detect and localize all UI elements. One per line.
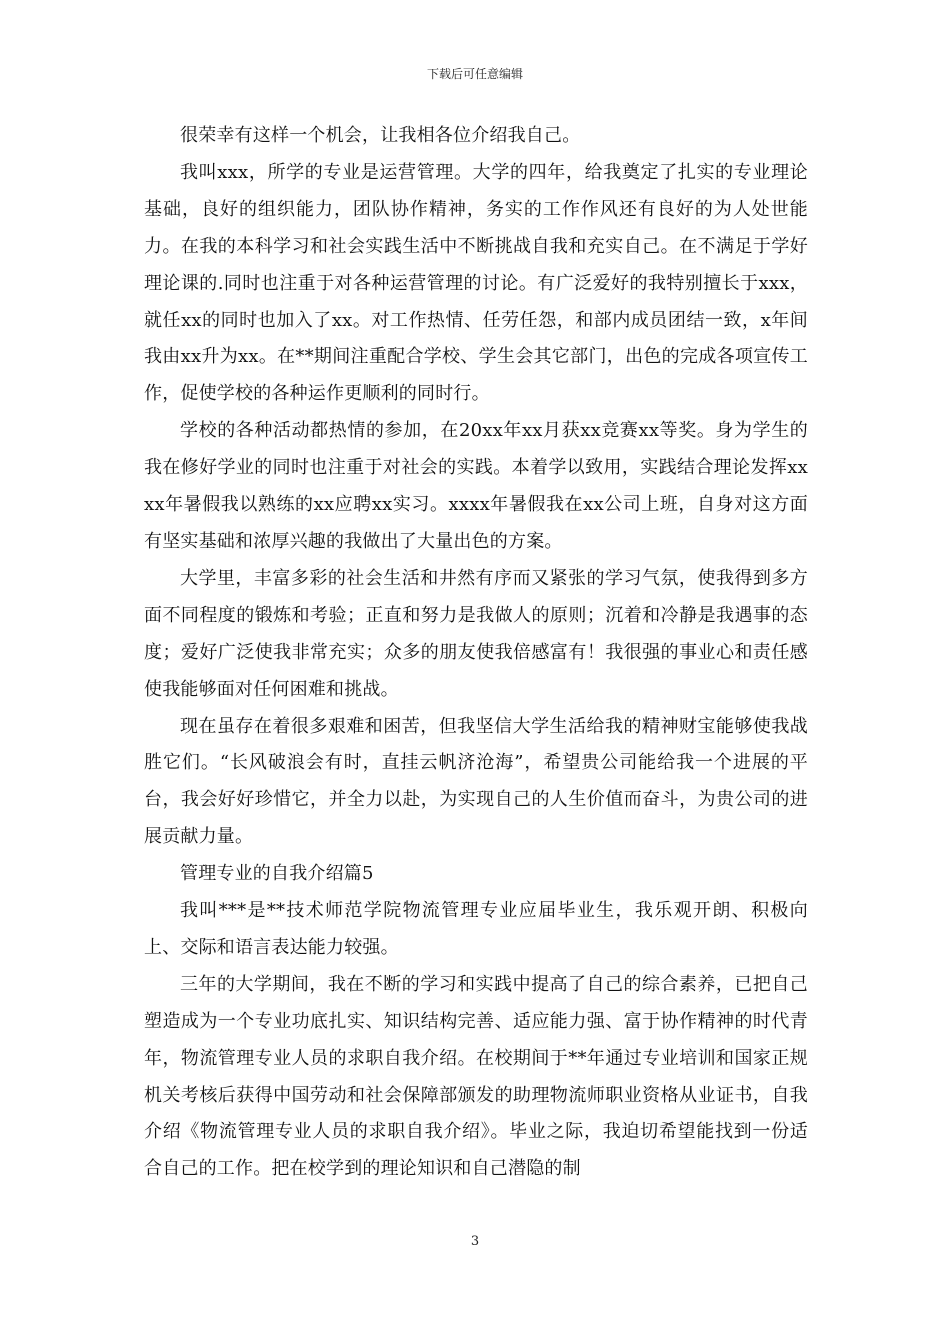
paragraph-education: 我叫xxx，所学的专业是运营管理。大学的四年，给我奠定了扎实的专业理论基础，良好的组织能力，团队协作精神，务实的工作作风还有良好的为人处世能力。在我的本科学习和社会实践生活中不断挑战自我和充实自己。在不满足于学好理论课的.同时也注重于对各种运营管理的讨论。有广泛爱好的我特别擅长于xxx，就任xx的同时也加入了xx。对工作热情、任劳任怨，和部内成员团结一致，x年间我由xx升为xx。在**期间注重配合学校、学生会其它部门，出色的完成各项宣传工作，促使学校的各种运作更顺利的同时行。 xyxy=(144,161,808,405)
paragraph-intro: 很荣幸有这样一个机会，让我相各位介绍我自己。 xyxy=(180,125,581,146)
paragraph-university-life: 大学里，丰富多彩的社会生活和井然有序而又紧张的学习气氛，使我得到多方面不同程度的锻炼和考验；正直和努力是我做人的原则；沉着和冷静是我遇事的态度；爱好广泛使我非常充实；众多的朋友使我倍感富有！我很强的事业心和责任感使我能够面对任何困难和挑战。 xyxy=(144,567,808,700)
paragraph-activities: 学校的各种活动都热情的参加，在20xx年xx月获xx竞赛xx等奖。身为学生的我在修好学业的同时也注重于对社会的实践。本着学以致用，实践结合理论发挥xxxx年暑假我以熟练的xx应聘xx实习。xxxx年暑假我在xx公司上班，自身对这方面有坚实基础和浓厚兴趣的我做出了大量出色的方案。 xyxy=(144,420,808,552)
section-heading: 管理专业的自我介绍篇5 xyxy=(180,863,374,885)
document-body xyxy=(144,118,808,1188)
paragraph-self-intro: 我叫***是**技术师范学院物流管理专业应届毕业生，我乐观开朗、积极向上、交际和语言表达能力较强。 xyxy=(144,900,808,958)
paragraph-aspiration: 现在虽存在着很多艰难和困苦，但我坚信大学生活给我的精神财宝能够使我战胜它们。“长风破浪会有时，直挂云帆济沧海”，希望贵公司能给我一个进展的平台，我会好好珍惜它，并全力以赴，为实现自己的人生价值而奋斗，为贵公司的进展贡献力量。 xyxy=(144,715,808,848)
page-header: 下载后可任意编辑 xyxy=(426,67,523,81)
paragraph-college-years: 三年的大学期间，我在不断的学习和实践中提高了自己的综合素养，已把自己塑造成为一个专业功底扎实、知识结构完善、适应能力强、富于协作精神的时代青年，物流管理专业人员的求职自我介绍。在校期间于**年通过专业培训和国家正规机关考核后获得中国劳动和社会保障部颁发的助理物流师职业资格从业证书，自我介绍《物流管理专业人员的求职自我介绍》。毕业之际，我迫切希望能找到一份适合自己的工作。把在校学到的理论知识和自己潜隐的制 xyxy=(144,973,808,1180)
page-number: 3 xyxy=(470,1234,480,1249)
